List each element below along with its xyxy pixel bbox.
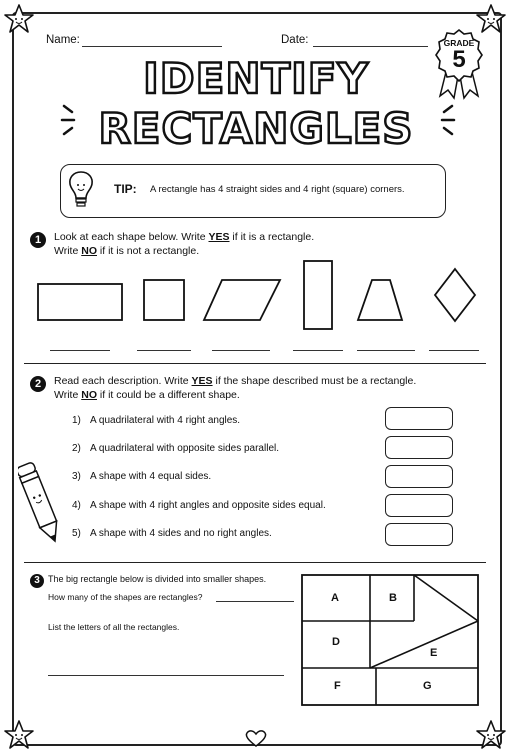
answer-line[interactable] [293, 350, 343, 351]
section-2-instruction-2: Write NO if it could be a different shape. [54, 389, 240, 401]
cell-label-d: D [332, 636, 340, 648]
name-label: Name: [46, 34, 80, 46]
answer-line[interactable] [48, 675, 284, 676]
shape-rectangle-wide [38, 284, 122, 320]
date-label: Date: [281, 34, 309, 46]
section-1-shapes [0, 255, 512, 355]
section-1-instruction-1: Look at each shape below. Write YES if it is a rectangle. [54, 231, 315, 243]
answer-box[interactable] [385, 494, 453, 517]
star-icon [2, 2, 36, 36]
cell-label-e: E [430, 647, 438, 659]
title-line-2: RECTANGLES [98, 104, 414, 153]
answer-box[interactable] [385, 465, 453, 488]
date-field[interactable] [313, 46, 428, 47]
cell-label-a: A [331, 592, 339, 604]
section-3-list-prompt: List the letters of all the rectangles. [48, 622, 180, 632]
shape-rhombus [435, 269, 475, 321]
section-3-number: 3 [30, 574, 44, 588]
section-1-instruction-2: Write NO if it is not a rectangle. [54, 245, 200, 257]
shape-square [144, 280, 184, 320]
star-icon [474, 718, 508, 752]
name-field[interactable] [82, 46, 222, 47]
answer-line[interactable] [357, 350, 415, 351]
sparkle-icon [58, 100, 88, 140]
grade-label: GRADE [443, 38, 475, 48]
section-2-instruction-1: Read each description. Write YES if the shape described must be a rectangle. [54, 375, 417, 387]
answer-line[interactable] [50, 350, 110, 351]
star-icon [2, 718, 36, 752]
answer-line[interactable] [137, 350, 191, 351]
shape-tall-rectangle [304, 261, 332, 329]
section-divider [24, 562, 486, 563]
section-3-question: How many of the shapes are rectangles? [48, 592, 203, 602]
section-3-intro: The big rectangle below is divided into smaller shapes. [48, 574, 267, 584]
pencil-icon [18, 456, 62, 552]
tip-label: TIP: [114, 182, 137, 196]
section-1-number: 1 [30, 232, 46, 248]
answer-box[interactable] [385, 523, 453, 546]
shape-trapezoid [358, 280, 402, 320]
grade-number: 5 [452, 46, 466, 73]
answer-box[interactable] [385, 436, 453, 459]
lightbulb-icon [66, 168, 96, 212]
answer-line[interactable] [212, 350, 270, 351]
heart-icon [244, 728, 268, 748]
title-line-1: IDENTIFY [143, 54, 369, 103]
cell-label-f: F [334, 680, 341, 692]
section-divider [24, 363, 486, 364]
shape-parallelogram [204, 280, 280, 320]
cell-label-g: G [423, 680, 432, 692]
tip-text: A rectangle has 4 straight sides and 4 right (square) corners. [150, 184, 405, 195]
answer-line[interactable] [216, 601, 294, 602]
answer-line[interactable] [429, 350, 479, 351]
section-2-number: 2 [30, 376, 46, 392]
cell-label-b: B [389, 592, 397, 604]
sparkle-icon [428, 100, 458, 140]
answer-box[interactable] [385, 407, 453, 430]
